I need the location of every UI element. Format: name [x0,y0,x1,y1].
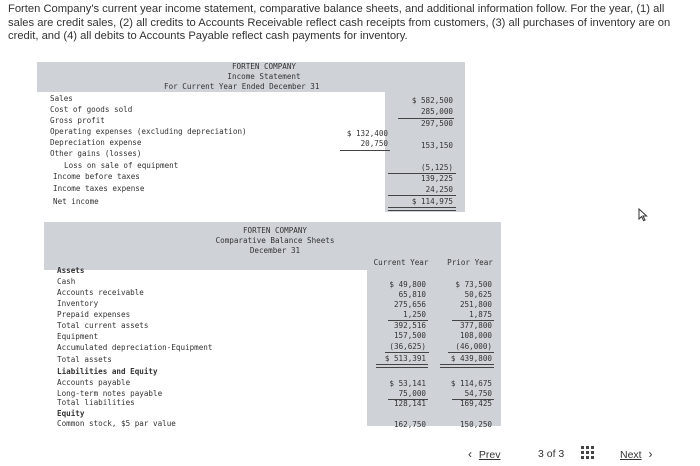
chevron-left-icon: ‹ [468,447,472,461]
label-income-before-taxes: Income before taxes [53,172,140,181]
label-accounts-payable: Accounts payable [57,378,131,387]
label-cogs: Cost of goods sold [50,105,133,114]
value-income-taxes: 24,250 [425,185,453,194]
value-ap-current: $ 53,141 [389,379,426,388]
grid-icon[interactable] [581,446,595,460]
balance-title: Comparative Balance Sheets [215,236,335,245]
value-accdep-prior: (46,000) [455,342,492,351]
value-cs-current: 162,750 [393,420,426,429]
value-total-expenses: 153,150 [420,141,453,150]
label-total-liabilities: Total liabilities [57,398,135,407]
underline-accdep-current [385,352,429,353]
value-ap-prior: $ 114,675 [450,379,492,388]
label-equipment: Equipment [57,332,99,341]
value-accdep-current: (36,625) [389,342,426,351]
value-tca-prior: 377,800 [459,321,492,330]
next-label: Next [620,449,642,461]
mouse-cursor-icon [636,208,650,222]
label-cash: Cash [57,277,76,286]
label-assets: Assets [57,266,85,275]
column-header-current-year: Current Year [373,258,429,267]
double-underline-total-assets-prior [440,364,494,368]
balance-period: December 31 [249,246,301,255]
value-total-assets-prior: $ 439,800 [450,354,492,363]
value-cs-prior: 150,250 [459,420,492,429]
label-loss-on-sale: Loss on sale of equipment [64,161,179,170]
next-button[interactable] [620,447,653,461]
value-equipment-prior: 108,000 [459,331,492,340]
label-opex: Operating expenses (excluding depreciation) [50,127,247,136]
value-loss-on-sale: (5,125) [420,163,453,172]
value-cogs: 285,000 [420,107,453,116]
value-ltnp-current: 75,000 [398,389,426,398]
page-indicator: 3 of 3 [538,448,565,460]
value-cash-prior: $ 73,500 [455,280,492,289]
label-net-income: Net income [53,197,99,206]
value-inventory-current: 275,656 [393,300,426,309]
value-equipment-current: 157,500 [393,331,426,340]
underline-accdep-prior [448,352,494,353]
label-long-term-notes-payable: Long-term notes payable [57,389,163,398]
value-opex: $ 132,400 [346,129,388,138]
value-tl-prior: 169,425 [459,399,492,408]
value-prepaid-prior: 1,875 [469,310,492,319]
problem-intro: Forten Company's current year income statement, comparative balance sheets, and additional information follow. For the year, (1) all sales are credit sales, (2) all credits to Accounts Receivable reflect cash receipts from customers, (3) all purchases of inventory are on credit, and (4) all debits to Accounts Payable reflect cash payments for inventory. [8,3,671,42]
label-accumulated-depreciation: Accumulated depreciation-Equipment [57,343,213,352]
underline-depreciation [340,150,390,151]
value-total-assets-current: $ 513,391 [384,354,426,363]
label-equity: Equity [57,409,85,418]
value-tl-current: 128,141 [393,399,426,408]
value-income-before-taxes: 139,225 [420,174,453,183]
balance-company: FORTEN COMPANY [242,226,307,235]
double-underline-net-income [388,207,456,211]
value-net-income: $ 114,975 [411,197,453,206]
double-underline-total-assets-current [376,364,428,368]
value-cash-current: $ 49,800 [389,280,426,289]
label-prepaid-expenses: Prepaid expenses [57,310,131,319]
value-ar-prior: 50,625 [464,290,492,299]
value-ltnp-prior: 54,750 [464,389,492,398]
label-total-assets: Total assets [57,355,112,364]
value-tca-current: 392,516 [393,321,426,330]
prev-button[interactable] [468,447,501,461]
value-inventory-prior: 251,800 [459,300,492,309]
label-inventory: Inventory [57,299,99,308]
income-company: FORTEN COMPANY [231,62,296,71]
label-depreciation: Depreciation expense [50,138,142,147]
value-ar-current: 65,810 [398,290,426,299]
value-depreciation: 20,750 [360,139,388,148]
label-liabilities-and-equity: Liabilities and Equity [57,367,158,376]
underline-taxes [388,195,456,196]
income-title: Income Statement [227,72,301,81]
column-header-prior-year: Prior Year [447,258,493,267]
label-gross: Gross profit [50,116,105,125]
value-gross: 297,500 [420,119,453,128]
value-sales: $ 582,500 [411,96,453,105]
label-sales: Sales [50,94,73,103]
label-accounts-receivable: Accounts receivable [57,288,144,297]
value-prepaid-current: 1,250 [403,310,426,319]
chevron-right-icon: › [648,447,653,461]
label-total-current-assets: Total current assets [57,321,149,330]
label-common-stock: Common stock, $5 par value [57,419,176,428]
income-period: For Current Year Ended December 31 [164,82,320,91]
prev-label: Prev [478,449,501,461]
label-other-gains: Other gains (losses) [50,149,142,158]
label-income-taxes: Income taxes expense [53,184,145,193]
